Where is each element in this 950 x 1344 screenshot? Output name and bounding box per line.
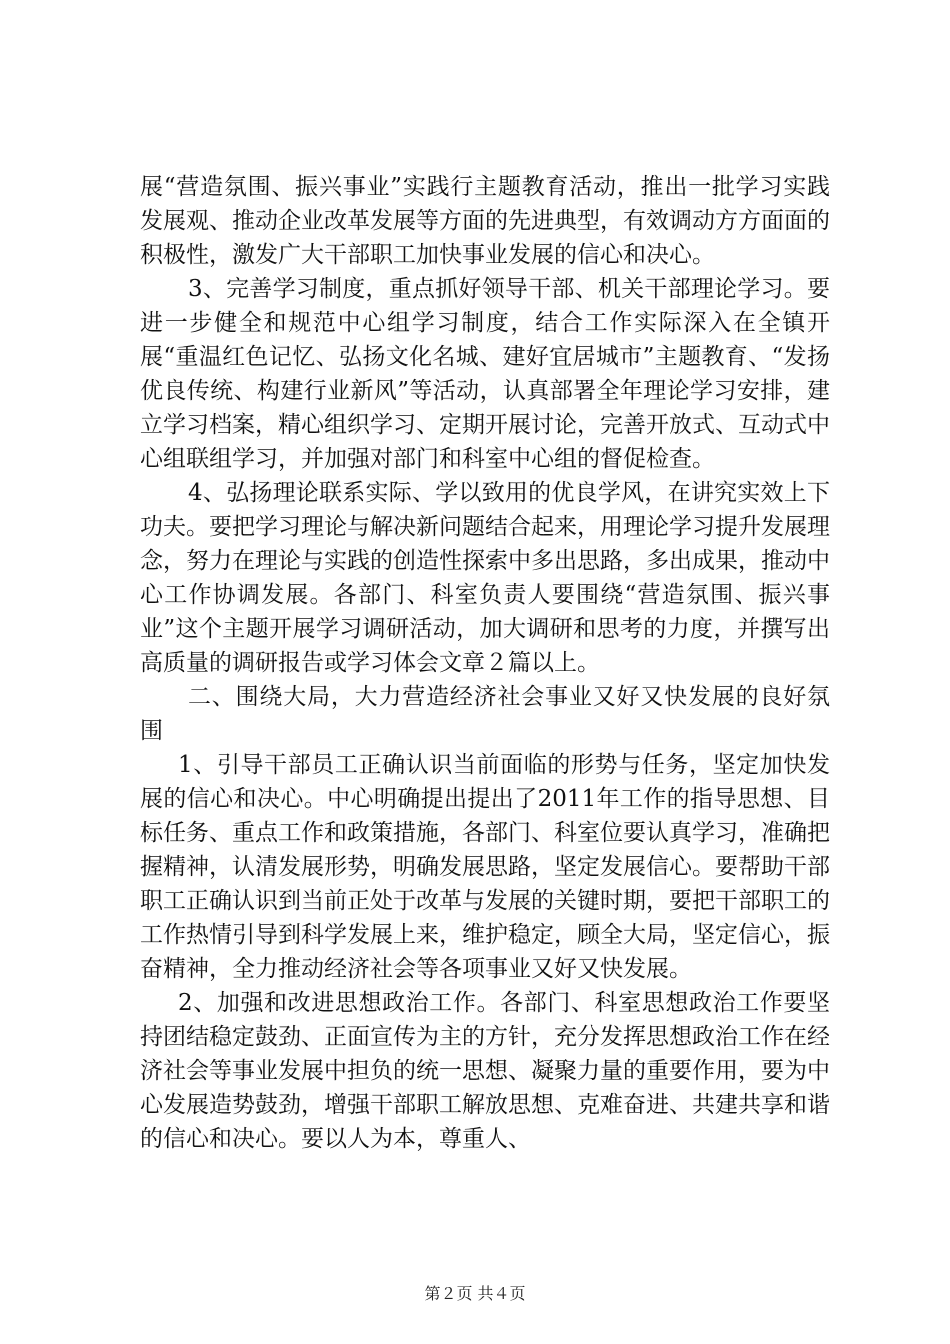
paragraph-continuation: 展“营造氛围、振兴事业”实践行主题教育活动，推出一批学习实践发展观、推动企业改革发展等方面的先进典型，有效调动方方面面的积极性，激发广大干部职工加快事业发展的信心和决心。 xyxy=(140,174,830,268)
paragraph-item-3: 3、完善学习制度，重点抓好领导干部、机关干部理论学习。要进一步健全和规范中心组学习制度，结合工作实际深入在全镇开展“重温红色记忆、弘扬文化名城、建好宜居城市”主题教育、“发扬优良传统、构建行业新风”等活动，认真部署全年理论学习安排，建立学习档案，精心组织学习、定期开展讨论，完善开放式、互动式中心组联组学习，并加强对部门和科室中心组的督促检查。 xyxy=(140,276,830,472)
paragraph-item-1: 1、引导干部员工正确认识当前面临的形势与任务，坚定加快发展的信心和决心。中心明确提出提出了2011年工作的指导思想、目标任务、重点工作和政策措施，各部门、科室位要认真学习，准确把握精神，认清发展形势，明确发展思路，坚定发展信心。要帮助干部职工正确认识到当前正处于改革与发展的关键时期，要把干部职工的工作热情引导到科学发展上来，维护稳定，顾全大局，坚定信心，振奋精神，全力推动经济社会等各项事业又好又快发展。 xyxy=(140,752,830,982)
document-body xyxy=(140,170,830,1156)
section-heading-2: 二、围绕大局，大力营造经济社会事业又好又快发展的良好氛围 xyxy=(140,684,830,744)
paragraph-item-2: 2、加强和改进思想政治工作。各部门、科室思想政治工作要坚持团结稳定鼓劲、正面宣传为主的方针，充分发挥思想政治工作在经济社会等事业发展中担负的统一思想、凝聚力量的重要作用，要为中心发展造势鼓劲，增强干部职工解放思想、克难奋进、共建共享和谐的信心和决心。要以人为本，尊重人、 xyxy=(140,990,830,1152)
page-footer: 第２页 共４页 xyxy=(424,1284,526,1303)
paragraph-item-4: 4、弘扬理论联系实际、学以致用的优良学风，在讲究实效上下功夫。要把学习理论与解决新问题结合起来，用理论学习提升发展理念，努力在理论与实践的创造性探索中多出思路，多出成果，推动中心工作协调发展。各部门、科室负责人要围绕“营造氛围、振兴事业”这个主题开展学习调研活动，加大调研和思考的力度，并撰写出高质量的调研报告或学习体会文章２篇以上。 xyxy=(140,480,830,676)
